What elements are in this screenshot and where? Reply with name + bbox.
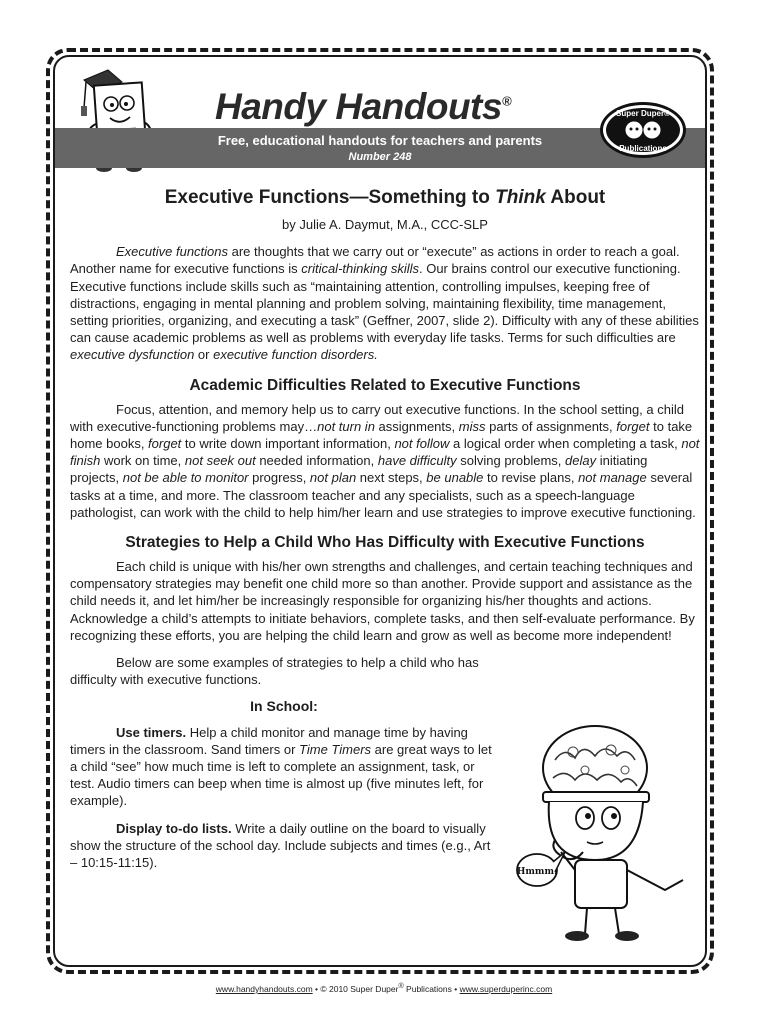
intro-paragraph: Executive functions are thoughts that we carry out or “execute” as actions in order to reach a goal. Another name for executive functions is critical-thinking skills. Our brains control our executive functioning. Executive functions include skills such as “maintaining attention, controlling impulses, keeping free of distractions, engaging in mental planning and problem solving, maintaining flexibility, time management, setting priorities, organizing, and executing a task” (Geffner, 2007, slide 2). Difficulty with any of these abilities can cause academic problems as well as problems with everyday life tasks. Terms for such difficulties are executive dysfunction or executive function disorders. [70,244,699,363]
super-duper-logo [598,100,688,160]
logo-text-bottom: Publications [619,144,667,153]
brand-name: Handy Handouts [215,86,502,127]
todo-body: Write a daily outline on the board to visually show the structure of the school day. Include subjects and times (e.g., Art – 10:15-11:15). [70,820,491,871]
byline: by Julie A. Daymut, M.A., CCC-SLP [282,217,488,232]
strategies-paragraph: Each child is unique with his/her own strengths and challenges, and certain teaching techniques and compensatory strategies may benefit one child more so than another. Provide support and assistance as the child needs it, and let him/her be increasingly responsible for organizing his/her thoughts and actions. Acknowledge a child’s attempts to initiate behaviors, complete tasks, and then self-evaluate performance. By recognizing these efforts, you are helping the child learn and grow as well as become more independent! [70,559,695,643]
academic-paragraph: Focus, attention, and memory help us to carry out executive functions. In the school setting, a child with executive-functioning problems may…not turn in assignments, miss parts of assignments, forget to take home books, forget to write down important information, not follow a logical order when completing a task, not finish work on time, not seek out needed information, have difficulty solving problems, delay initiating projects, not be able to monitor progress, not plan next steps, be unable to revise plans, not manage several tasks at a time, and more. The classroom teacher and any specialists, such as a speech-language pathologist, can work with the child to help him/her learn and use strategies to improve executive functioning. [70,401,700,520]
timers-body: Help a child monitor and manage time by having timers in the classroom. Sand timers or Time Timers are great ways to let a child “see” how much time is left to complete an assignment, task, or test. Audio timers can beep when time is almost up (five minutes left, for example). [70,724,492,809]
todo-paragraph [70,820,498,872]
timers-paragraph [70,724,498,810]
footer-link-superduper[interactable]: www.superduperinc.com [459,983,553,994]
tagline: Free, educational handouts for teachers and parents [217,133,543,148]
thinking-boy-illustration [515,720,700,945]
speech-bubble-text: Hmmm. [516,867,558,877]
brand-reg-mark: ® [501,93,512,109]
in-school-heading: In School: [250,698,318,715]
title-text-italic: Think [495,187,546,208]
section-heading-academic: Academic Difficulties Related to Executive Functions [189,376,581,394]
section-heading-strategies: Strategies to Help a Child Who Has Difficulty with Executive Functions [125,534,645,552]
article-title [70,186,700,210]
handout-number: Number 248 [348,151,412,163]
footer-link-handyhandouts[interactable]: www.handyhandouts.com [215,983,313,994]
footer-reg-mark: ® [398,982,404,990]
title-text-1: Executive Functions—Something to [164,187,496,208]
todo-label: Display to-do lists. [116,820,232,836]
timers-label: Use timers. [116,724,187,740]
footer [0,982,768,994]
footer-publisher: Publications • [403,983,460,994]
brand-title [215,86,511,128]
footer-copyright: • © 2010 Super Duper [312,983,399,994]
examples-paragraph: Below are some examples of strategies to help a child who has difficulty with executive functions. [70,655,479,688]
title-text-2: About [545,187,606,208]
logo-text-top: Super Duper® [616,109,670,118]
